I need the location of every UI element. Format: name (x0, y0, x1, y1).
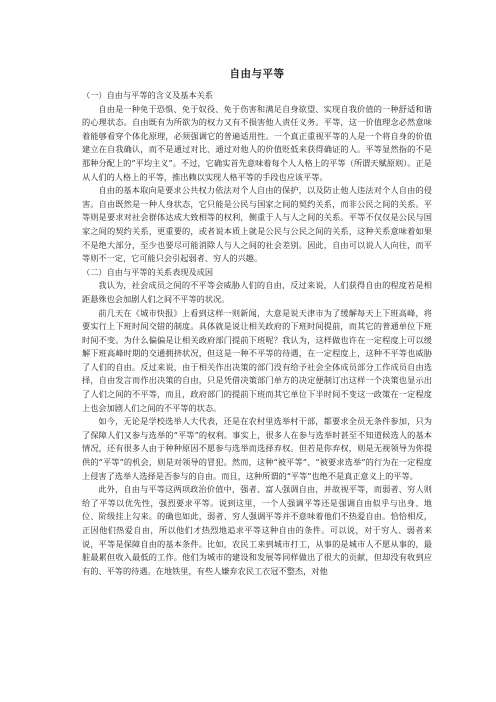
paragraph: 前几天在《城市快报》上看到这样一则新闻，大意是说天津市为了缓解每天上下班高峰，将要实行上下班时间交错的制度。具体就是说让相关政府的下班时间提前，而其它的普通单位下班时间不变。为什么偏偏是让相关政府部门提前下班呢？我认为，这样做也许在一定程度上可以缓解下班高峰时期的交通拥挤状况，但这是一种不平等的待遇，在一定程度上，这种不平等也威胁了人们的自由。反过来说，由于相关作出决策的部门没有给予社会全体成员部分工作成员自由选择，自由发言而作出决策的自由，只是凭借决策部门单方的决定便制订出这样一个决策也显示出了人们之间的不平等，而且，政府部门的提前下班而其它单位下半时间不变这一政策在一定程度上也会加剧人们之间的不平等的状态。 (82, 307, 432, 413)
section-1 (82, 89, 432, 266)
section-heading: （二）自由与平等的关系表现及成因 (82, 266, 214, 277)
paragraph: 此外，自由与平等这两项政治价值中，强者、富人强调自由，并故视平等，而弱者、穷人则给了平等以优先性，强烈要求平等。说到这里，一个人强调平等还是强调自由似乎与出身、地位、阶级挂上勾来。的确也如此，弱者、穷人强调平等并不意味着他们不热爱自由。恰恰相反，正因他们热爱自由，所以他们才热烈地追求平等这种自由的条件。可以说，对于穷人、弱者来说，平等是保障自由的基本条件。比如，农民工来到城市打工，从事的是城市人不愿从事的，最脏最累但收入最低的工作。他们为城市的建设和发展等同样做出了很大的贡献，但却没有收到应有的、平等的待遇。在地铁里，有些人嫌弃农民工衣冠不整杰，对他 (82, 484, 432, 576)
section-2 (82, 266, 432, 579)
paragraph: 自由的基本取向是要求公共权力依法对个人自由的保护，以及防止他人违法对个人自由的侵害。自由既然是一种人身状态，它只能是公民与国家之间的契约关系，而非公民之间的关系。平等则是要求对社会群体达成大致相等的权利，侧重于人与人之间的关系。平等不仅仅是公民与国家之间的契约关系，更重要的，或者说本质上就是公民与公民之间的关系，这种关系意味着如果不是绝大部分，至少也要尽可能消除人与人之间的社会差别。因此，自由可以说人人向往，而平等则不一定，它可能只会引起弱者、穷人的兴趣。 (82, 185, 432, 264)
paragraph: 自由是一种免于恐惧、免于奴役、免于伤害和满足自身欲望、实现自我价值的一种舒适和谐的心理状态。自由既有为所欲为的权力又有不损害他人责任义务。平等，这一价值理念必然意味着能够看穿个体化原理，必须强调它的普遍适用性。一个真正重视平等的人是一个将自身的价值建立在自我确认，而不是通过对比、通过对他人的价值贬低来获得确证的人。平等显然指的不是那种分配上的“平均主义”。不过，它确实首先意味着每个人人格上的平等（所谓天赋原则）。正是从人们的人格上的平等，推出赖以实现人格平等的手段也应该平等。 (82, 103, 432, 182)
paragraph: 我认为，社会成员之间的不平等会威胁人们的自由，反过来说，人们获得自由的程度若是相距悬殊也会加剧人们之间不平等的状况。 (82, 280, 432, 304)
paragraph: 如今，无论是学校选举人大代表，还是在农村里选举村干部，都要求全员无条件参加，只为了保障人们又参与选举的“平等”的权利。事实上，很多人在参与选举时甚至不知道候选人的基本情况，还有很多人由于种种原因不愿参与选举而选择弃权。但若是你弃权，则是无视领导为你提供的“平等”的机会，则是对领导的冒犯。然而，这种“被平等”、“被要求选举”的行为在一定程度上侵害了选举人选择是否参与的自由。而且，这种所谓的“平等”也绝不是真正意义上的平等。 (82, 416, 432, 481)
document-title: 自由与平等 (229, 68, 285, 80)
section-heading: （一）自由与平等的含义及基本关系 (82, 90, 214, 100)
